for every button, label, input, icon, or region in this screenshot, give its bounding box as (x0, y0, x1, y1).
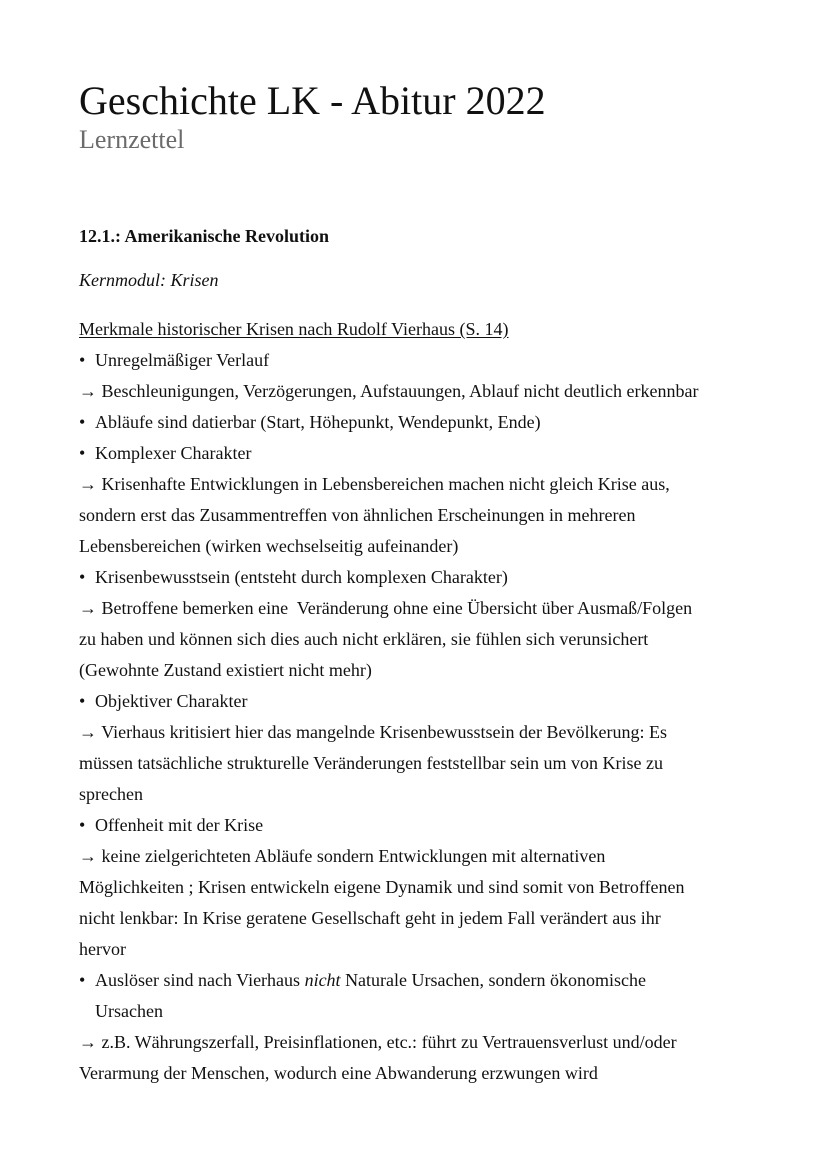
bullet-text: Objektiver Charakter (95, 691, 248, 711)
text-line: sprechen (79, 784, 143, 804)
arrow-icon: → (79, 846, 97, 866)
text-line: nicht lenkbar: In Krise geratene Gesellschaft geht in jedem Fall verändert aus ihr (79, 908, 661, 928)
bullet-item (79, 407, 769, 438)
text-line: zu haben und können sich dies auch nicht erklären, sie fühlen sich verunsichert (79, 629, 649, 649)
arrow-line (79, 376, 769, 407)
arrow-text: Beschleunigungen, Verzögerungen, Aufstauungen, Ablauf nicht deutlich erkennbar (101, 381, 699, 401)
arrow-text: Betroffene bemerken eine Veränderung ohne eine Übersicht über Ausmaß/Folgen (101, 598, 693, 618)
text-line: sondern erst das Zusammentreffen von ähnlichen Erscheinungen in mehreren (79, 505, 636, 525)
document-subtitle: Lernzettel (79, 125, 185, 154)
bullet-text: Krisenbewusstsein (entsteht durch komplexen Charakter) (95, 567, 508, 587)
arrow-line (79, 841, 769, 872)
document-title: Geschichte LK - Abitur 2022 (79, 78, 546, 123)
bullet-item (79, 438, 769, 469)
bullet-text-pre: Auslöser sind nach Vierhaus (95, 970, 305, 990)
bullet-item (79, 965, 769, 996)
text-line: Verarmung der Menschen, wodurch eine Abwanderung erzwungen wird (79, 1063, 598, 1083)
arrow-icon: → (79, 1032, 97, 1052)
bullet-item (79, 810, 769, 841)
bullet-icon: • (79, 567, 86, 587)
arrow-text: z.B. Währungszerfall, Preisinflationen, etc.: führt zu Vertrauensverlust und/oder (101, 1032, 677, 1052)
arrow-icon: → (79, 598, 97, 618)
bullet-continuation: Ursachen (95, 1001, 163, 1021)
arrow-text: keine zielgerichteten Abläufe sondern Entwicklungen mit alternativen (101, 846, 606, 866)
bullet-item (79, 562, 769, 593)
bullet-text-post: Naturale Ursachen, sondern ökonomische (340, 970, 646, 990)
section-heading: 12.1.: Amerikanische Revolution (79, 226, 329, 246)
text-line: Möglichkeiten ; Krisen entwickeln eigene Dynamik und sind somit von Betroffenen (79, 877, 685, 897)
text-line: (Gewohnte Zustand existiert nicht mehr) (79, 660, 372, 680)
text-line: hervor (79, 939, 126, 959)
arrow-text: Krisenhafte Entwicklungen in Lebensbereichen machen nicht gleich Krise aus, (101, 474, 670, 494)
arrow-line (79, 593, 769, 624)
bullet-icon: • (79, 412, 86, 432)
arrow-line (79, 1027, 769, 1058)
bullet-icon: • (79, 970, 86, 990)
arrow-icon: → (79, 381, 97, 401)
text-line: müssen tatsächliche strukturelle Veränderungen feststellbar sein um von Krise zu (79, 753, 663, 773)
text-line: Lebensbereichen (wirken wechselseitig aufeinander) (79, 536, 459, 556)
emphasis-text: nicht (304, 970, 341, 990)
bullet-text: Unregelmäßiger Verlauf (95, 350, 270, 370)
bullet-icon: • (79, 350, 86, 370)
bullet-icon: • (79, 815, 86, 835)
bullet-item (79, 345, 769, 376)
bullet-text: Abläufe sind datierbar (Start, Höhepunkt, Wendepunkt, Ende) (95, 412, 541, 432)
bullet-item (79, 686, 769, 717)
module-label: Kernmodul: Krisen (79, 270, 219, 290)
arrow-icon: → (79, 474, 97, 494)
notes-body (79, 314, 769, 1089)
bullet-text: Komplexer Charakter (95, 443, 252, 463)
bullet-icon: • (79, 691, 86, 711)
arrow-text: Vierhaus kritisiert hier das mangelnde Krisenbewusstsein der Bevölkerung: Es (101, 722, 667, 742)
arrow-icon: → (79, 722, 97, 742)
bullet-text: Offenheit mit der Krise (95, 815, 264, 835)
arrow-line (79, 717, 769, 748)
topic-heading: Merkmale historischer Krisen nach Rudolf Vierhaus (S. 14) (79, 319, 509, 339)
arrow-line (79, 469, 769, 500)
bullet-icon: • (79, 443, 86, 463)
